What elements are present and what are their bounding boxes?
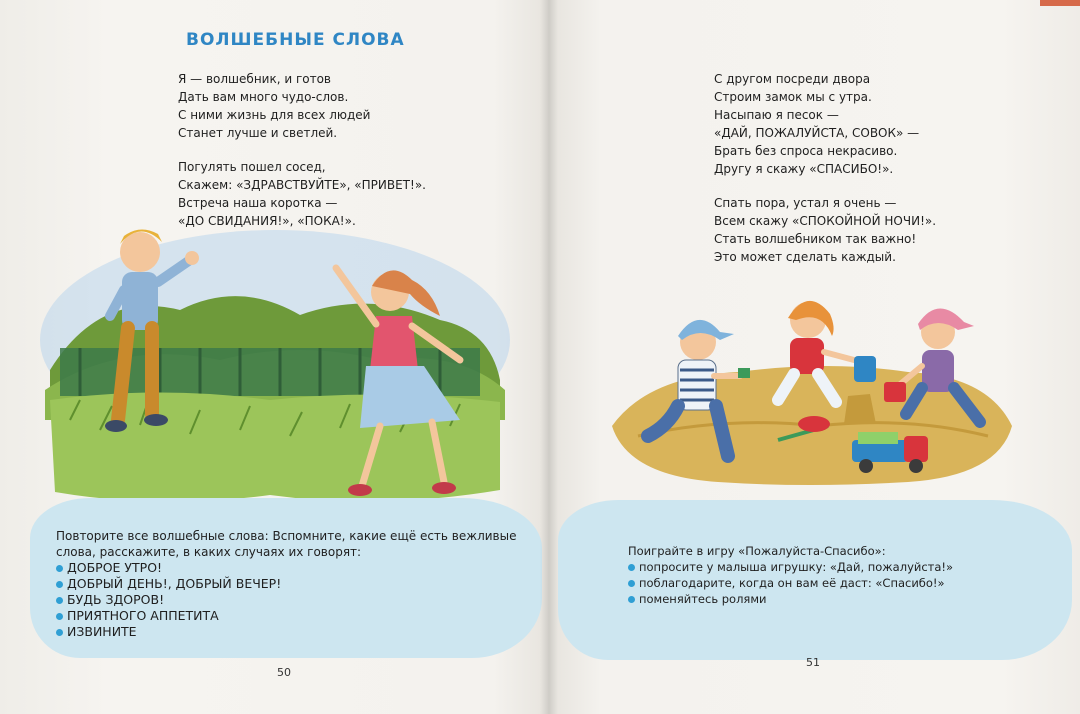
poem-line: «ДАЙ, ПОЖАЛУЙСТА, СОВОК» — (714, 126, 920, 140)
poem-line: С другом посреди двора (714, 72, 871, 86)
game-steps-list (628, 559, 953, 607)
poem-line: Брать без спроса некрасиво. (714, 144, 898, 158)
poem-line: С ними жизнь для всех людей (178, 108, 371, 122)
page-number: 50 (277, 666, 291, 679)
poem-line: Дать вам много чудо-слов. (178, 90, 349, 104)
poem-line: Я — волшебник, и готов (178, 72, 331, 86)
poem-line: Стать волшебником так важно! (714, 232, 917, 246)
poem-line: Скажем: «ЗДРАВСТВУЙТЕ», «ПРИВЕТ!». (178, 178, 426, 192)
tip-intro-line: слова, расскажите, в каких случаях их говорят: (56, 545, 362, 559)
page-title: ВОЛШЕБНЫЕ СЛОВА (186, 30, 405, 50)
poem-line: «ДО СВИДАНИЯ!», «ПОКА!». (178, 214, 356, 228)
tip-intro-line: Повторите все волшебные слова: Вспомните, какие ещё есть вежливые (56, 529, 517, 543)
sandbox-children-illustration (608, 276, 1018, 486)
book-gutter (540, 0, 558, 714)
poem-line: Насыпаю я песок — (714, 108, 839, 122)
poem-line: Погулять пошел сосед, (178, 160, 326, 174)
poem-line: Другу я скажу «СПАСИБО!». (714, 162, 894, 176)
poem-line: Станет лучше и светлей. (178, 126, 338, 140)
poem-left (178, 70, 426, 230)
list-item: ДОБРЫЙ ДЕНЬ!, ДОБРЫЙ ВЕЧЕР! (56, 576, 516, 592)
right-page (548, 0, 1080, 714)
children-waving-illustration (40, 220, 510, 520)
poem-line: Спать пора, устал я очень — (714, 196, 897, 210)
list-item: попросите у малыша игрушку: «Дай, пожалуйста!» (628, 559, 953, 575)
polite-words-list (56, 560, 516, 640)
tip-box-left (56, 528, 516, 640)
list-item: поблагодарите, когда он вам её даст: «Спасибо!» (628, 575, 953, 591)
page-number: 51 (806, 656, 820, 669)
list-item: ДОБРОЕ УТРО! (56, 560, 516, 576)
poem-right (714, 70, 936, 266)
poem-line: Строим замок мы с утра. (714, 90, 872, 104)
tip-intro-line: Поиграйте в игру «Пожалуйста-Спасибо»: (628, 544, 886, 558)
list-item: ПРИЯТНОГО АППЕТИТА (56, 608, 516, 624)
corner-tab (1040, 0, 1080, 6)
list-item: поменяйтесь ролями (628, 591, 953, 607)
poem-line: Это может сделать каждый. (714, 250, 896, 264)
poem-line: Всем скажу «СПОКОЙНОЙ НОЧИ!». (714, 214, 937, 228)
poem-line: Встреча наша коротка — (178, 196, 338, 210)
list-item: ИЗВИНИТЕ (56, 624, 516, 640)
list-item: БУДЬ ЗДОРОВ! (56, 592, 516, 608)
tip-box-right (628, 543, 953, 607)
